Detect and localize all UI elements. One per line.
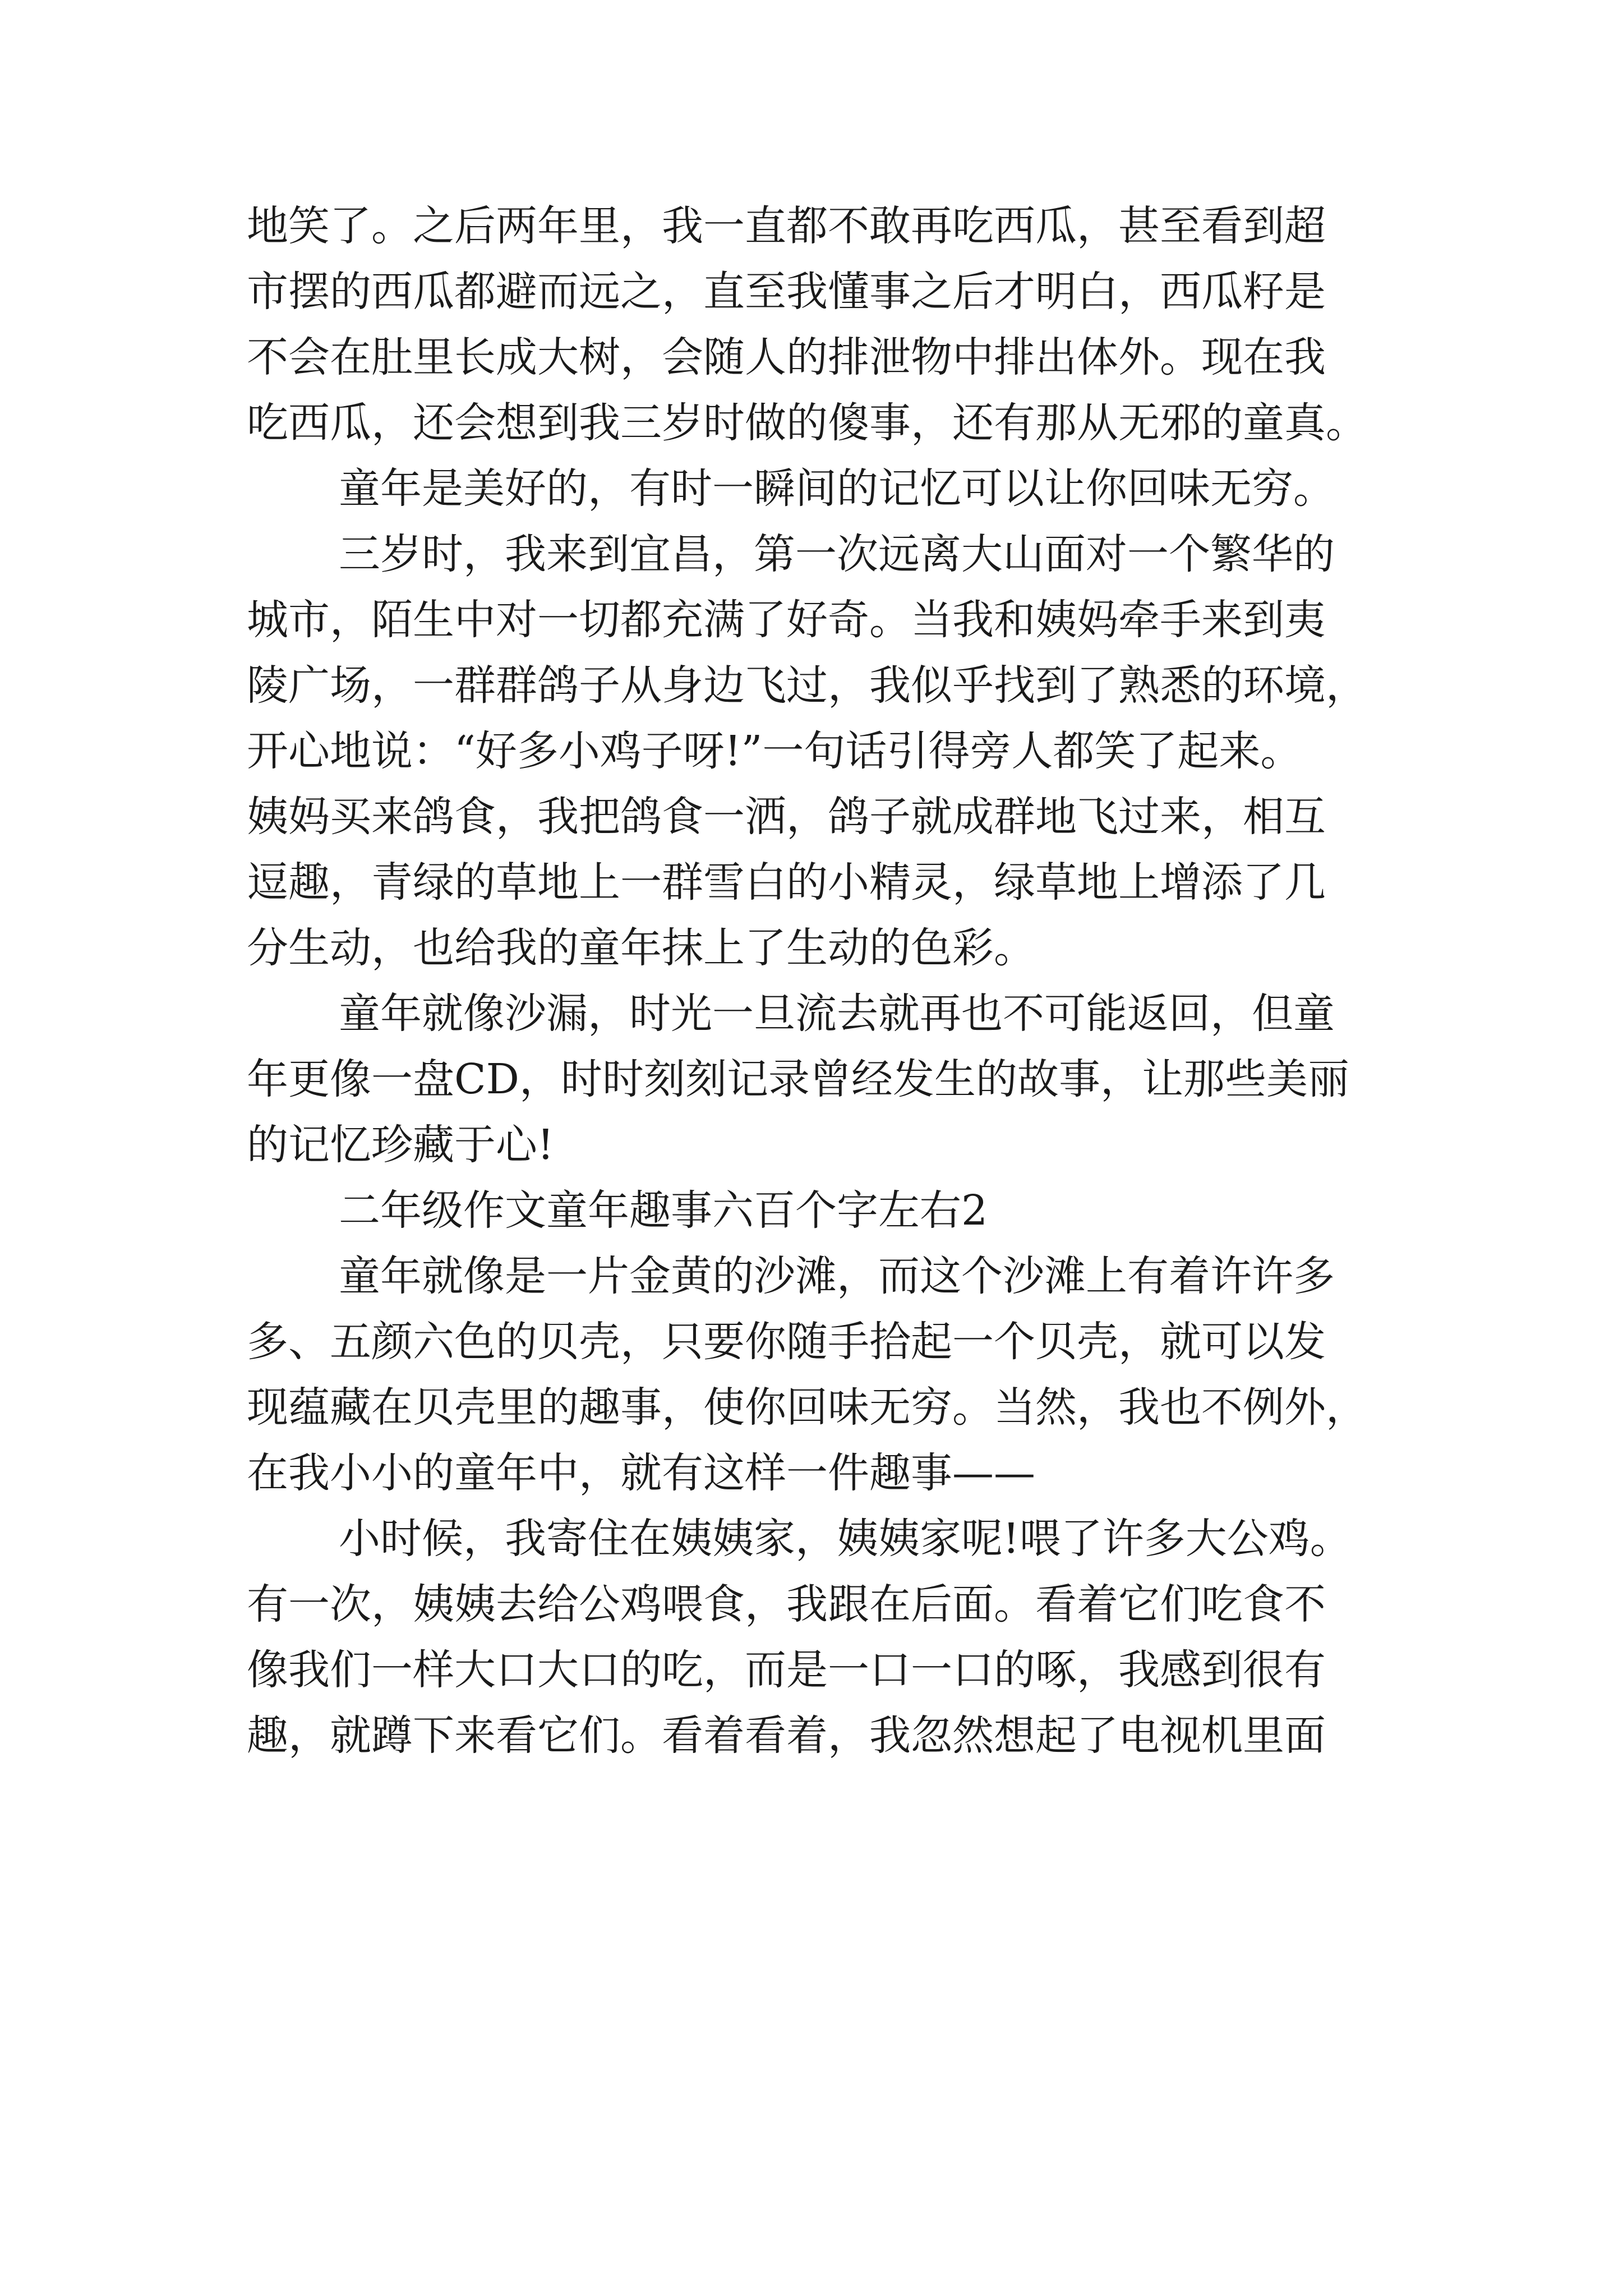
text-line: 小时候，我寄住在姨姨家，姨姨家呢!喂了许多大公鸡。 — [339, 1515, 1352, 1563]
text-line: 开心地说：“好多小鸡子呀!”一句话引得旁人都笑了起来。 — [247, 727, 1302, 775]
text-line: 三岁时，我来到宜昌，第一次远离大山面对一个繁华的 — [339, 530, 1335, 578]
text-line: 趣，就蹲下来看它们。看着看着，我忽然想起了电视机里面 — [247, 1711, 1326, 1760]
text-line: 现蕴藏在贝壳里的趣事，使你回味无穷。当然，我也不例外， — [247, 1383, 1367, 1432]
text-line: 童年就像是一片金黄的沙滩，而这个沙滩上有着许许多 — [339, 1252, 1335, 1300]
text-line: 分生动，也给我的童年抹上了生动的色彩。 — [247, 924, 1035, 972]
text-line: 在我小小的童年中，就有这样一件趣事—— — [247, 1449, 1035, 1497]
text-line: 的记忆珍藏于心! — [247, 1121, 554, 1169]
text-line: 童年是美好的，有时一瞬间的记忆可以让你回味无穷。 — [339, 464, 1335, 513]
text-line: 童年就像沙漏，时光一旦流去就再也不可能返回，但童 — [339, 990, 1335, 1038]
text-line: 姨妈买来鸽食，我把鸽食一洒，鸽子就成群地飞过来，相互 — [247, 793, 1326, 841]
text-line: 年更像一盘CD，时时刻刻记录曾经发生的故事，让那些美丽 — [247, 1055, 1349, 1103]
text-line: 地笑了。之后两年里，我一直都不敢再吃西瓜，甚至看到超 — [247, 202, 1326, 250]
text-line: 二年级作文童年趣事六百个字左右2 — [339, 1186, 988, 1235]
text-line: 多、五颜六色的贝壳，只要你随手拾起一个贝壳，就可以发 — [247, 1318, 1326, 1366]
text-line: 有一次，姨姨去给公鸡喂食，我跟在后面。看着它们吃食不 — [247, 1580, 1326, 1628]
text-line: 像我们一样大口大口的吃，而是一口一口的啄，我感到很有 — [247, 1646, 1326, 1694]
document-body — [247, 194, 1391, 1769]
text-line: 不会在肚里长成大树，会随人的排泄物中排出体外。现在我 — [247, 333, 1326, 381]
text-line: 陵广场，一群群鸽子从身边飞过，我似乎找到了熟悉的环境， — [247, 661, 1367, 710]
text-line: 吃西瓜，还会想到我三岁时做的傻事，还有那从无邪的童真。 — [247, 399, 1367, 447]
text-line: 逗趣，青绿的草地上一群雪白的小精灵，绿草地上增添了几 — [247, 858, 1326, 907]
text-line: 市摆的西瓜都避而远之，直至我懂事之后才明白，西瓜籽是 — [247, 268, 1326, 316]
text-line: 城市，陌生中对一切都充满了好奇。当我和姨妈牵手来到夷 — [247, 596, 1326, 644]
